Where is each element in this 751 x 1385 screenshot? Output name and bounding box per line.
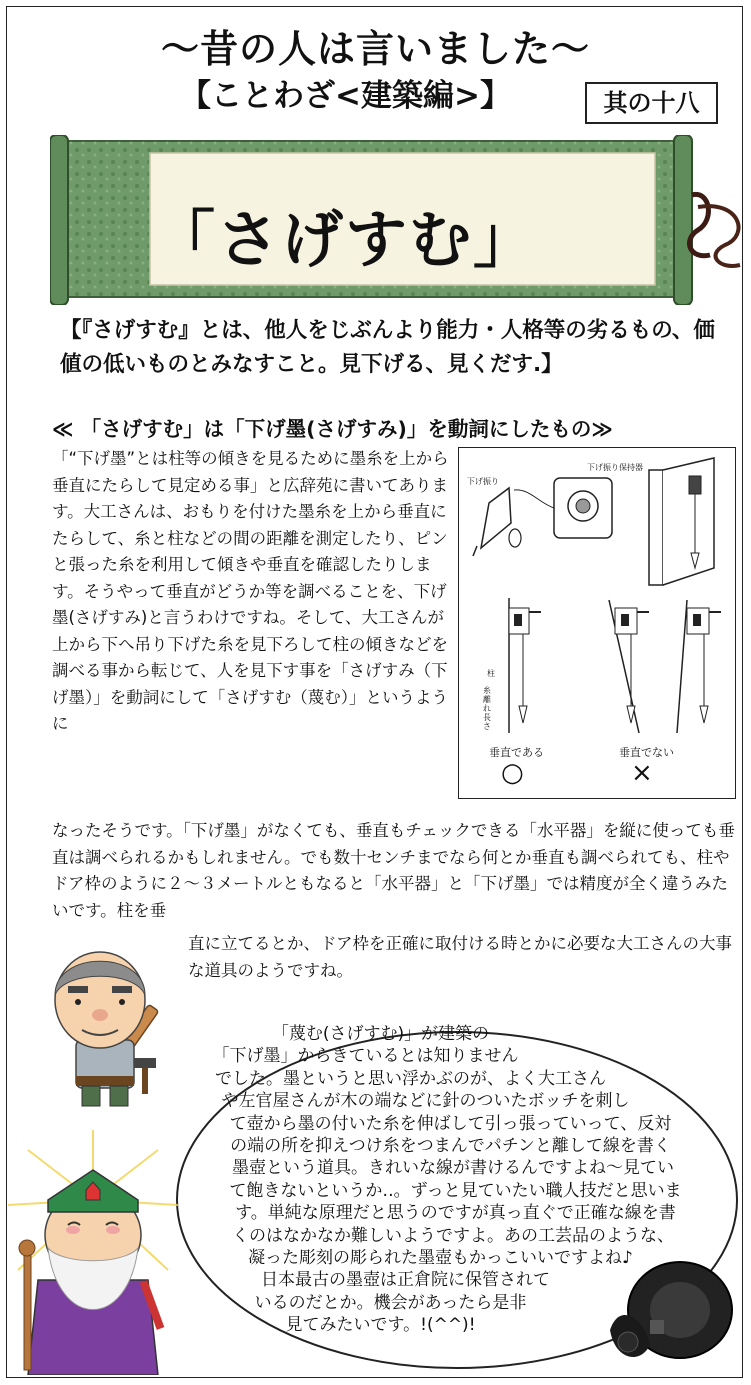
label-holder: 下げ振り保持器 (587, 463, 643, 472)
bubble-line: くのはなかなか難しいようですよ。あの工芸品のような、 (232, 1225, 674, 1246)
label-gap: 糸離れ長さ (483, 686, 491, 731)
proverb-word: 「さげすむ」 (152, 203, 537, 276)
ink-pot-sumitsubo-illustration (600, 1250, 740, 1375)
bubble-line: す。単純な原理だと思うのですが真っ直ぐで正確な線を書 (235, 1203, 676, 1224)
bubble-line: 日本最古の墨壺は正倉院に保管されて (261, 1270, 550, 1291)
scroll-roller-left (50, 135, 68, 305)
bubble-line: 「下げ墨」からきているとは知りません (212, 1046, 519, 1067)
body-paragraph-1: 「“下げ墨”とは柱等の傾きを見るために墨糸を上から垂直にたらして見定める事」と広辞苑に書いてあります。大工さんは、おもりを付けた墨糸を上から垂直にたらして、糸と柱などの間の距離を測定したり、ピンと張った糸を利用して傾きや垂直を確認したりします。そうやって垂直がどうか等を調べることを、下げ墨(さげすみ)と言うわけですね。そして、大工さんが上から下へ吊り下げた糸を見下ろして柱の傾きなどを調べる事から転じて、人を見下す事を「さげすみ（下げ墨）」を動詞にして「さげすむ（蔑む）」というように (52, 449, 449, 733)
section-heading: ≪ 「さげすむ」は「下げ墨(さげすみ)」を動詞にしたもの≫ (52, 417, 613, 441)
label-not-vertical: 垂直でない (619, 746, 674, 759)
correct-mark: ○ (501, 758, 524, 788)
bubble-line: いるのだとか。機会があったら是非 (254, 1292, 527, 1313)
staff-icon (24, 1250, 31, 1370)
bubble-line: 見てみたいです。!(^^)! (285, 1315, 476, 1336)
label-vertical: 垂直である (489, 746, 544, 759)
bubble-line: て飽きないというか‥。ずっと見ていたい職人技だと思いま (229, 1180, 682, 1201)
incorrect-mark: × (631, 758, 653, 788)
body-paragraph-3: 直に立てるとか、ドア枠を正確に取付ける時とかに必要な大工さんの大事な道具のようですね。 (188, 934, 733, 980)
body-paragraph-2: なったそうです。「下げ墨」がなくても、垂直もチェックできる「水平器」を縦に使っても垂直は調べられるかもしれません。でも数十センチまでなら何とか垂直も調べられても、柱やドア枠のように２～３メートルともなると「水平器」と「下げ墨」では精度が全く違うみたいです。柱を垂 (52, 821, 735, 920)
plumb-bob-weight-icon (481, 488, 511, 548)
label-plumb: 下げ振り (467, 477, 499, 486)
category-subtitle: 【ことわざ<建築編>】 (180, 78, 511, 114)
bubble-line: の端の所を抑えつけ糸をつまんでパチンと離して線を書く (230, 1136, 671, 1157)
issue-number-badge: 其の十八 (585, 82, 718, 124)
bubble-line: でした。墨というと思い浮かぶのが、よく大工さん (215, 1068, 606, 1089)
pillar-tilted-icon-2 (677, 600, 687, 733)
plumb-bob-figure (458, 447, 736, 799)
label-pillar: 柱 (487, 669, 495, 678)
page-title: ～昔の人は言いました～ (160, 27, 590, 71)
scroll-roller-right (674, 135, 692, 305)
pillar-icon (649, 470, 663, 585)
bubble-line: 墨壺という道具。きれいな線が書けるんですよね～見てい (232, 1158, 674, 1179)
plumb-cap-icon (509, 529, 521, 547)
definition-text: 【『さげすむ』とは、他人をじぶんより能力・人格等の劣るもの、価値の低いものとみなすこと。見下げる、見くだす.】 (60, 318, 715, 377)
bubble-line: 「蔑む(さげすむ)」が建築の (271, 1024, 490, 1044)
bubble-line: 凝った彫刻の彫られた墨壺もかっこいいですよね♪ (248, 1248, 633, 1269)
bubble-line: て壺から墨の付いた糸を伸ばして引っ張っていって、反対 (229, 1113, 672, 1134)
bubble-line: や左官屋さんが木の端などに針のついたボッチを刺し (221, 1091, 630, 1112)
elder-sage-character-illustration (8, 1130, 178, 1375)
